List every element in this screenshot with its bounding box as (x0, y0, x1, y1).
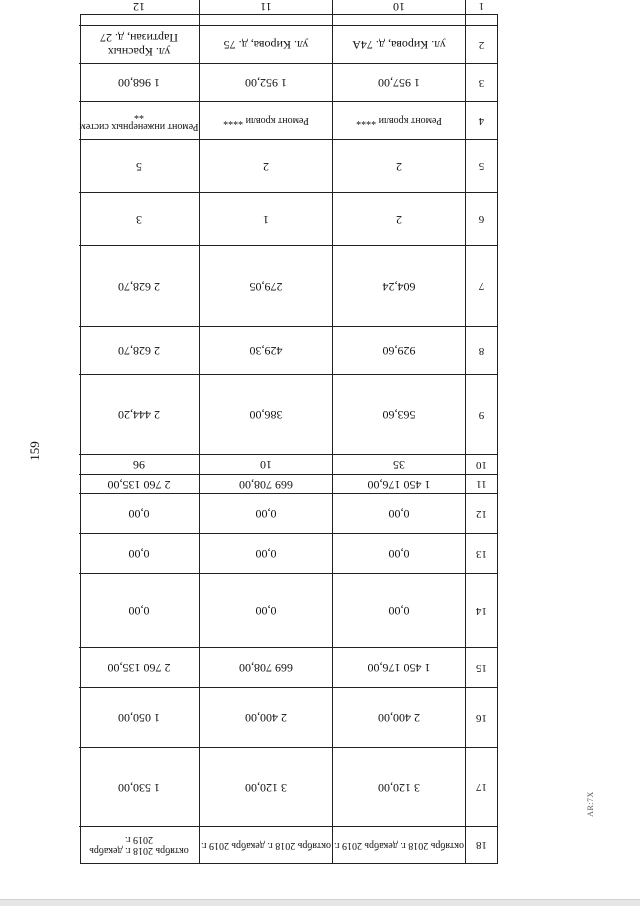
table-cell: 279,05 (199, 245, 332, 326)
column-header: 5 (465, 139, 497, 192)
table-cell: 1 450 176,00 (332, 647, 465, 687)
table-cell: 5 (79, 139, 199, 192)
table-cell: октябрь 2018 г. декабрь 2019 г. (199, 826, 332, 863)
column-header: 1 (465, 0, 497, 25)
table-cell: 1 (199, 192, 332, 245)
row-number-cell: 11 (199, 0, 332, 25)
table-cell: 0,00 (79, 533, 199, 573)
row-number-cell: 10 (332, 0, 465, 25)
table-cell: 2 (332, 139, 465, 192)
column-header: 11 (465, 474, 497, 493)
address-cell: ул. Кирова, д. 74А (332, 25, 465, 63)
table-cell: 429,30 (199, 326, 332, 374)
column-header: 18 (465, 826, 497, 863)
column-header: 13 (465, 533, 497, 573)
column-header: 9 (465, 374, 497, 454)
table-cell: 3 120,00 (332, 747, 465, 826)
table-cell: 2 628,70 (79, 326, 199, 374)
table-cell: Ремонт кровли **** (199, 101, 332, 139)
column-header: 8 (465, 326, 497, 374)
table-cell: 0,00 (199, 573, 332, 647)
column-header: 14 (465, 573, 497, 647)
table-cell: октябрь 2018 г. декабрь 2019 г. (79, 826, 199, 863)
table-cell: 604,24 (332, 245, 465, 326)
table-cell: 2 628,70 (79, 245, 199, 326)
table-cell: 3 120,00 (199, 747, 332, 826)
table-cell: 0,00 (199, 493, 332, 533)
table-cell: 0,00 (332, 533, 465, 573)
column-header: 15 (465, 647, 497, 687)
column-header: 7 (465, 245, 497, 326)
table-cell: 1 968,00 (79, 63, 199, 101)
table-cell: 0,00 (79, 573, 199, 647)
address-cell: ул. Кирова, д. 75 (199, 25, 332, 63)
table-cell: 10 (199, 454, 332, 474)
table-cell: Ремонт инженерных систем ** (79, 101, 199, 139)
table-cell: октябрь 2018 г. декабрь 2019 г. (332, 826, 465, 863)
table-cell: 96 (79, 454, 199, 474)
column-header: 12 (465, 493, 497, 533)
table-cell: 669 708,00 (199, 474, 332, 493)
table-cell: 0,00 (332, 573, 465, 647)
row-number-cell: 12 (133, 0, 145, 14)
table-cell: 929,60 (332, 326, 465, 374)
table-cell: 1 050,00 (79, 687, 199, 747)
column-header: 16 (465, 687, 497, 747)
table-cell: 386,00 (199, 374, 332, 454)
column-header: 6 (465, 192, 497, 245)
table-cell: 1 952,00 (199, 63, 332, 101)
table-cell: 1 957,00 (332, 63, 465, 101)
table-cell: 35 (332, 454, 465, 474)
table-cell: 1 450 176,00 (332, 474, 465, 493)
column-header: 4 (465, 101, 497, 139)
page-number: 159 (27, 441, 42, 461)
table-cell: 1 530,00 (79, 747, 199, 826)
column-header: 10 (465, 454, 497, 474)
table-cell: 2 400,00 (199, 687, 332, 747)
table-cell: 2 444,20 (79, 374, 199, 454)
table-cell: 563,60 (332, 374, 465, 454)
column-header: 3 (465, 63, 497, 101)
table-grid (79, 0, 498, 864)
table-cell: 2 (199, 139, 332, 192)
table-cell: 2 760 135,00 (79, 647, 199, 687)
table-cell: 2 760 135,00 (79, 474, 199, 493)
footer-mark: AR:7X (585, 791, 595, 817)
table-cell: 0,00 (332, 493, 465, 533)
work-schedule-table (79, 0, 498, 864)
table-cell: 0,00 (79, 493, 199, 533)
table-cell: 2 400,00 (332, 687, 465, 747)
address-cell: ул. Красных Партизан, д. 27 (79, 25, 199, 63)
table-cell: Ремонт кровли **** (332, 101, 465, 139)
table-cell: 669 708,00 (199, 647, 332, 687)
column-header: 17 (465, 747, 497, 826)
column-header: 2 (465, 25, 497, 63)
table-cell: 0,00 (199, 533, 332, 573)
table-cell: 3 (79, 192, 199, 245)
table-cell: 2 (332, 192, 465, 245)
